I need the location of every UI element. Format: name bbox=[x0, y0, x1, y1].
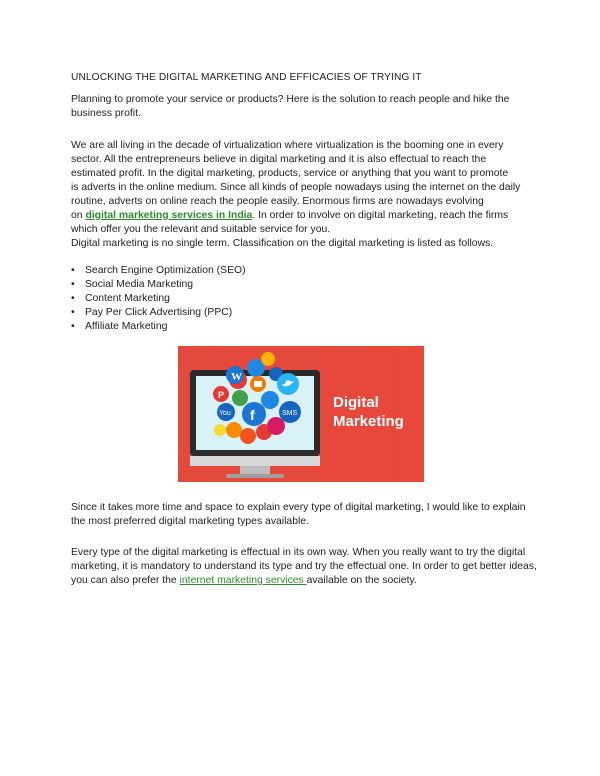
paragraph-line: sector. All the entrepreneurs believe in digital marketing and it is also effectual to reach the bbox=[71, 154, 487, 165]
page-title: UNLOCKING THE DIGITAL MARKETING AND EFFICACIES OF TRYING IT bbox=[71, 72, 422, 83]
body-paragraph-3: Since it takes more time and space to explain every type of digital marketing, I would like to explain the most preferred digital marketing types available. bbox=[71, 502, 526, 527]
digital-marketing-banner bbox=[178, 346, 424, 482]
like-icon bbox=[226, 422, 242, 438]
body-paragraph-1 bbox=[71, 139, 541, 251]
paragraph-line: routine, adverts on online reach the people easily. Enormous firms are nowadays evolving bbox=[71, 196, 484, 207]
paragraph-line: is adverts in the online medium. Since all kinds of people nowadays using the internet on the daily bbox=[71, 182, 521, 193]
svg-text:P: P bbox=[218, 390, 225, 400]
list-item-label: Search Engine Optimization (SEO) bbox=[85, 265, 246, 276]
paragraph-line: We are all living in the decade of virtualization where virtualization is the booming one in every bbox=[71, 140, 504, 151]
banner-line-2: Marketing bbox=[333, 413, 404, 430]
rss-icon bbox=[232, 390, 248, 406]
monitor-bezel bbox=[190, 456, 320, 466]
digital-marketing-india-link[interactable]: digital marketing services in India bbox=[85, 210, 253, 221]
monitor-base bbox=[226, 474, 284, 478]
star-icon bbox=[214, 424, 226, 436]
body-paragraph-4 bbox=[71, 546, 541, 588]
skype-icon bbox=[261, 391, 279, 409]
list-item bbox=[71, 320, 246, 334]
paragraph-line bbox=[71, 209, 541, 223]
tumblr-icon bbox=[261, 352, 275, 366]
svg-text:W: W bbox=[231, 371, 242, 383]
people-icon bbox=[267, 417, 285, 435]
line-prefix: on bbox=[71, 210, 86, 221]
paragraph-line: estimated profit. In the digital marketing, products, service or anything that you want to promote bbox=[71, 168, 509, 179]
intro-paragraph: Planning to promote your service or products? Here is the solution to reach people and hike the business profit. bbox=[71, 94, 510, 119]
internet-marketing-services-link[interactable]: internet marketing services bbox=[179, 575, 307, 586]
list-item bbox=[71, 278, 246, 292]
sms-label: SMS bbox=[282, 410, 298, 417]
list-item-label: Content Marketing bbox=[85, 293, 170, 304]
list-item bbox=[71, 292, 246, 306]
services-list bbox=[71, 264, 246, 334]
banner-line-1: Digital bbox=[333, 394, 379, 411]
svg-text:You: You bbox=[219, 410, 231, 417]
line-suffix: . In order to involve on digital marketing, reach the firms bbox=[252, 210, 509, 221]
cart-icon bbox=[240, 428, 256, 444]
list-item bbox=[71, 264, 246, 278]
paragraph-suffix: available on the society. bbox=[306, 575, 417, 586]
paragraph-line: Digital marketing is no single term. Classification on the digital marketing is listed as follows. bbox=[71, 238, 494, 249]
list-item-label: Affiliate Marketing bbox=[85, 321, 168, 332]
banner-title bbox=[333, 393, 404, 431]
bullet-icon: • bbox=[71, 279, 75, 290]
paragraph-text: Every type of the digital marketing is effectual in its own way. When you really want to try the digital marketing, it is mandatory to understand its type and try the effectual one. In order to get better ideas, you can also prefer the bbox=[71, 547, 537, 586]
svg-text:f: f bbox=[250, 407, 255, 423]
bullet-icon: • bbox=[71, 293, 75, 304]
list-item bbox=[71, 306, 246, 320]
bullet-icon: • bbox=[71, 265, 75, 276]
paragraph-line: which offer you the relevant and suitable service for you. bbox=[71, 224, 331, 235]
bullet-icon: • bbox=[71, 321, 75, 332]
list-item-label: Social Media Marketing bbox=[85, 279, 193, 290]
monitor-stand bbox=[240, 466, 270, 474]
bullet-icon: • bbox=[71, 307, 75, 318]
list-item-label: Pay Per Click Advertising (PPC) bbox=[85, 307, 233, 318]
